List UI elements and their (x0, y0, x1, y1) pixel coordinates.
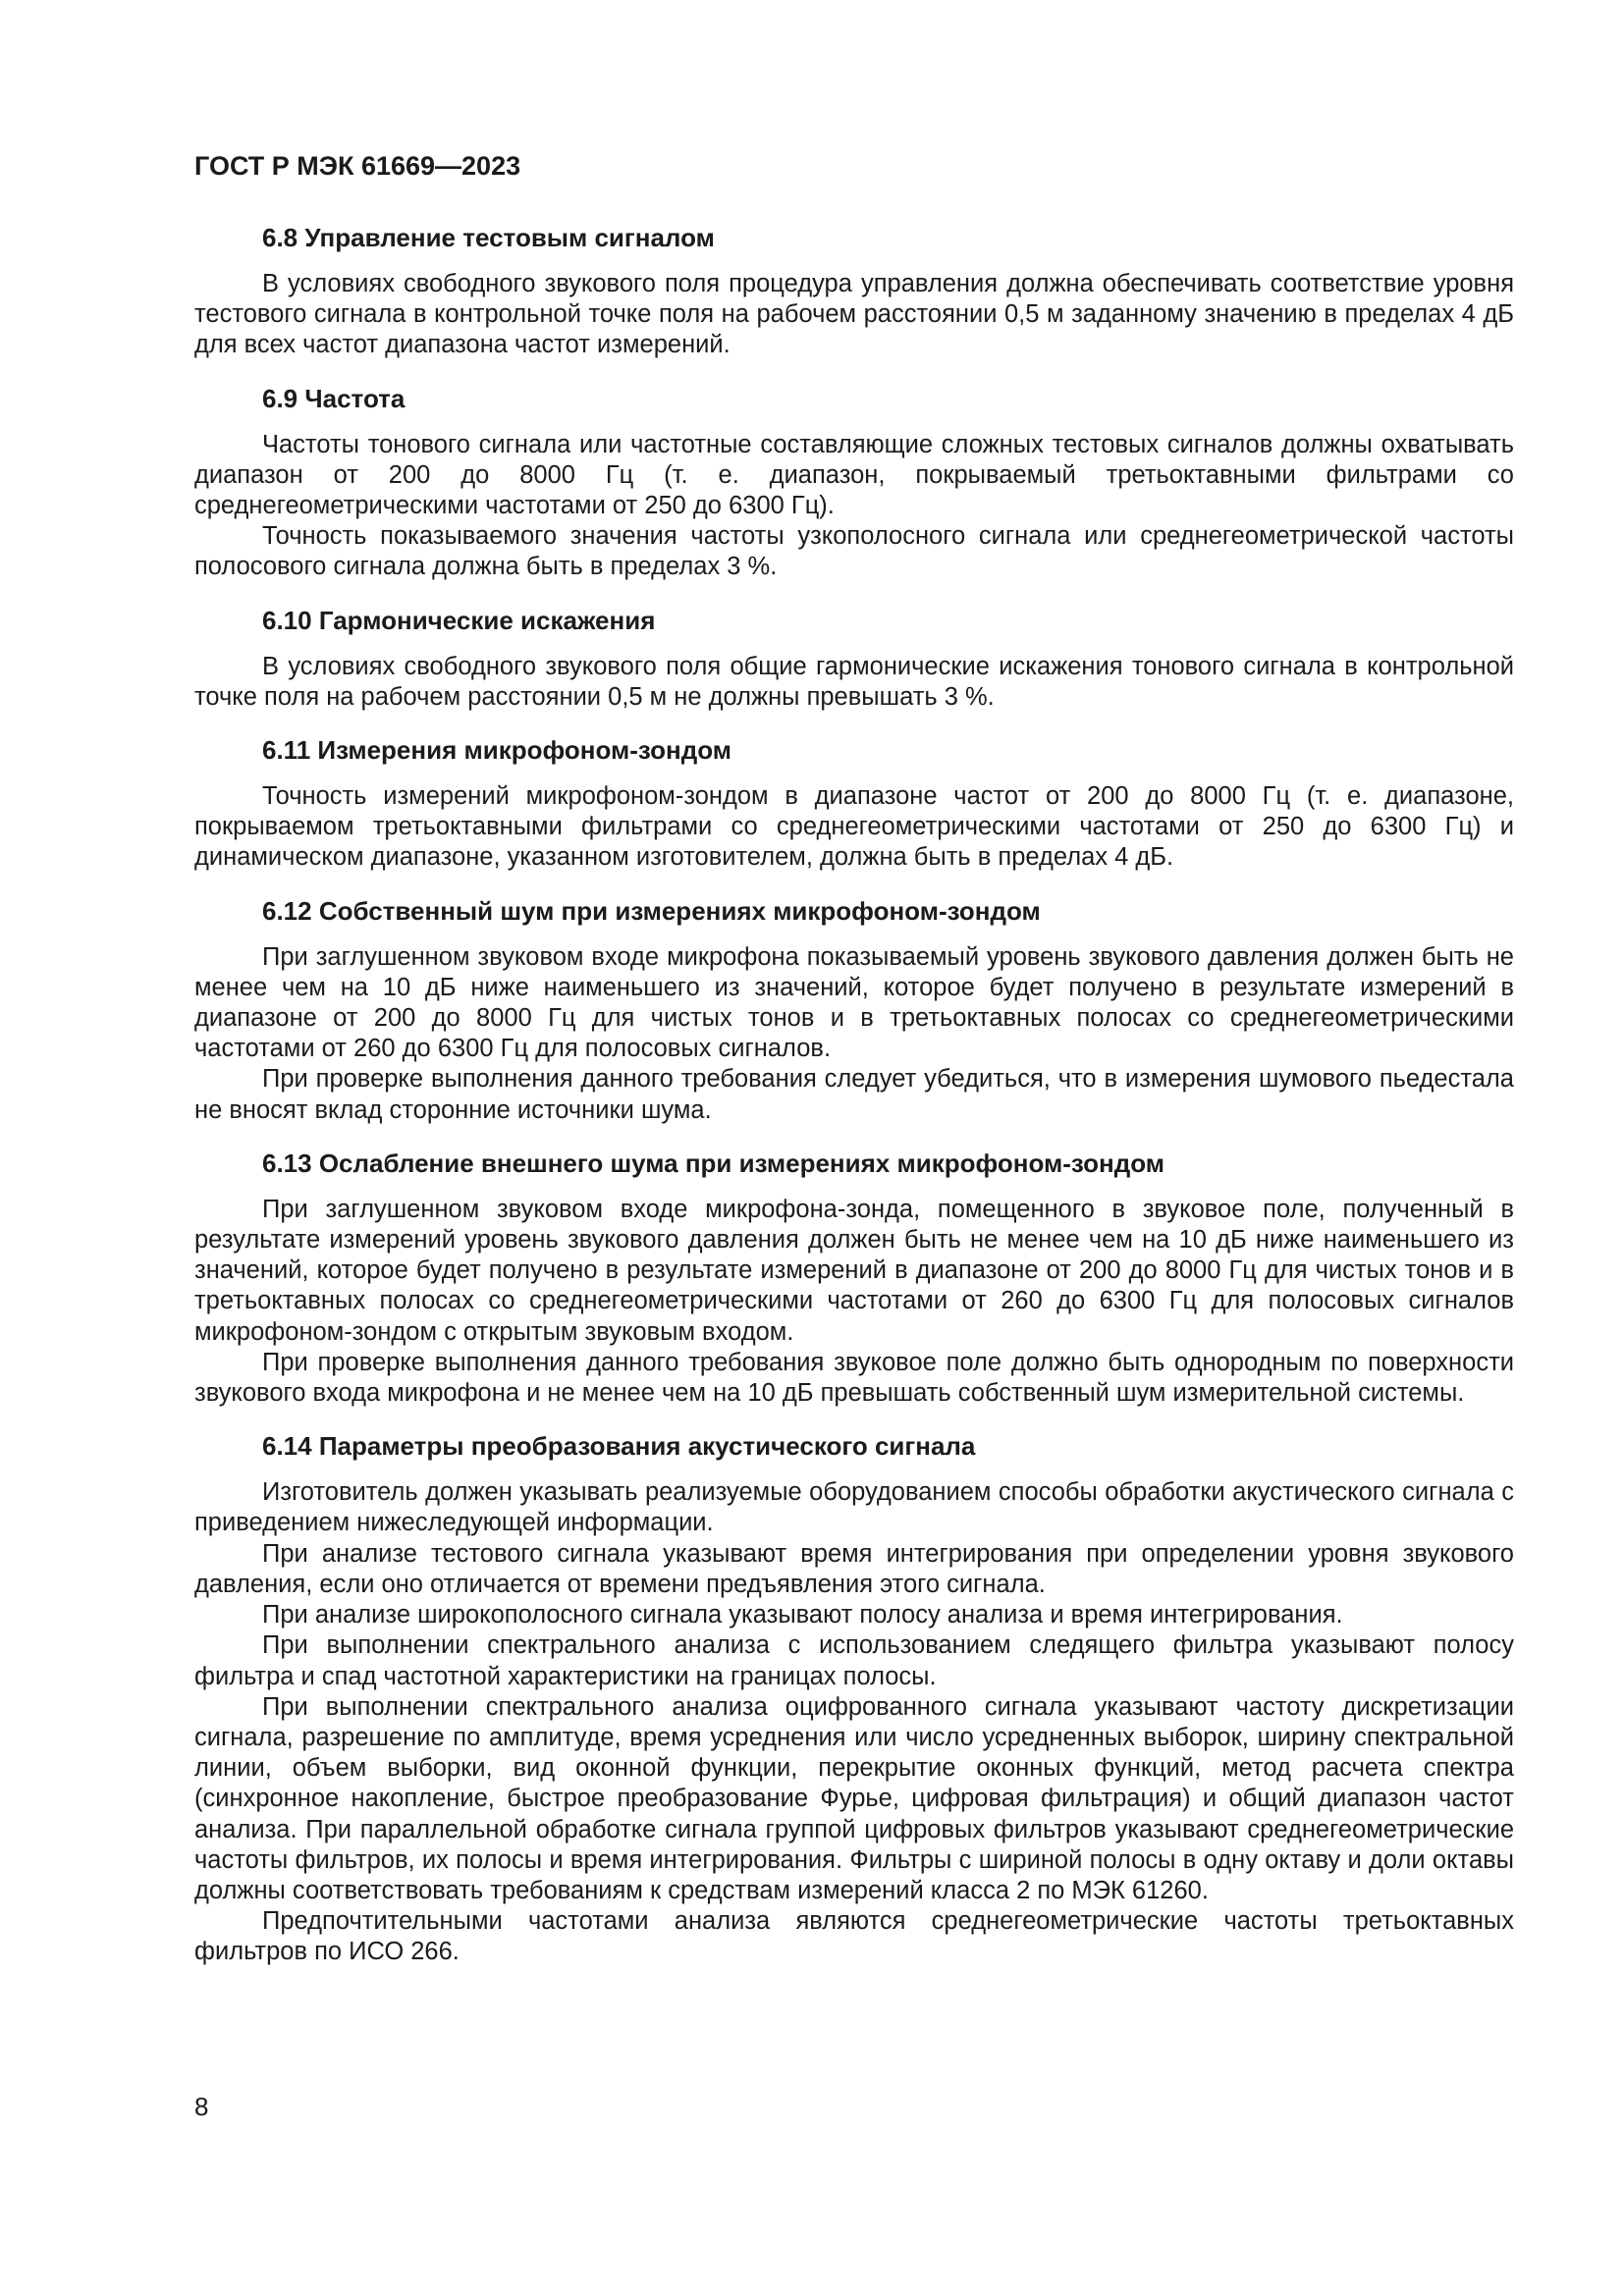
document-page (194, 0, 1514, 2296)
paragraph: В условиях свободного звукового поля общие гармонические искажения тонового сигнала в контрольной точке поля на рабочем расстоянии 0,5 м не должны превышать 3 %. (194, 652, 1514, 711)
paragraph: При заглушенном звуковом входе микрофона показываемый уровень звукового давления должен быть не менее чем на 10 дБ ниже наименьшего из значений, которое будет получено в результате измерений в диапазоне от 200 до 8000 Гц для чистых тонов и в третьоктавных полосах со среднегеометрическими частотами от 260 до 6300 Гц для полосовых сигналов. (194, 942, 1514, 1063)
paragraph: Точность измерений микрофоном-зондом в диапазоне частот от 200 до 8000 Гц (т. е. диапазоне, покрываемом третьоктавными фильтрами со среднегеометрическими частотами от 250 до 6300 Гц) и динамическом диапазоне, указанном изготовителем, должна быть в пределах 4 дБ. (194, 782, 1514, 872)
section-6-9 (194, 383, 1514, 583)
section-heading: 6.8 Управление тестовым сигналом (262, 223, 715, 252)
page-number: 8 (194, 2092, 209, 2121)
section-6-10 (194, 605, 1514, 713)
section-6-8 (194, 222, 1514, 361)
paragraph: При выполнении спектрального анализа оцифрованного сигнала указывают частоту дискретизации сигнала, разрешение по амплитуде, время усреднения или число усредненных выборок, ширину спектральной линии, объем выборки, вид оконной функции, перекрытие оконных функций, метод расчета спектра (синхронное накопление, быстрое преобразование Фурье, цифровая фильтрация) и общий диапазон частот анализа. При параллельной обработке сигнала группой цифровых фильтров указывают среднегеометрические частоты фильтров, их полосы и время интегрирования. Фильтры с шириной полосы в одну октаву и доли октавы должны соответствовать требованиям к средствам измерений класса 2 по МЭК 61260. (194, 1692, 1514, 1904)
paragraph: При анализе тестового сигнала указывают время интегрирования при определении уровня звукового давления, если оно отличается от времени предъявления этого сигнала. (194, 1539, 1514, 1598)
paragraph: Частоты тонового сигнала или частотные составляющие сложных тестовых сигналов должны охватывать диапазон от 200 до 8000 Гц (т. е. диапазон, покрываемый третьоктавными фильтрами со среднегеометрическими частотами от 250 до 6300 Гц). (194, 430, 1514, 520)
section-heading: 6.11 Измерения микрофоном-зондом (262, 735, 732, 766)
paragraph: При анализе широкополосного сигнала указывают полосу анализа и время интегрирования. (262, 1601, 1343, 1629)
paragraph: Изготовитель должен указывать реализуемые оборудованием способы обработки акустического сигнала с приведением нижеследующей информации. (194, 1478, 1514, 1537)
paragraph: При выполнении спектрального анализа с использованием следящего фильтра указывают полосу фильтра и спад частотной характеристики на границах полосы. (194, 1631, 1514, 1690)
section-heading: 6.9 Частота (262, 383, 406, 413)
paragraph: При проверке выполнения данного требования звуковое поле должно быть однородным по поверхности звукового входа микрофона и не менее чем на 10 дБ превышать собственный шум измерительной системы. (194, 1348, 1514, 1408)
document-body (194, 222, 1514, 1990)
section-heading: 6.14 Параметры преобразования акустического сигнала (262, 1431, 976, 1462)
paragraph: Точность показываемого значения частоты узкополосного сигнала или среднегеометрической частоты полосового сигнала должна быть в пределах 3 %. (194, 522, 1514, 581)
section-6-13 (194, 1148, 1514, 1409)
paragraph: При проверке выполнения данного требования следует убедиться, что в измерения шумового пьедестала не вносят вклад сторонние источники шума. (194, 1065, 1514, 1124)
paragraph: В условиях свободного звукового поля процедура управления должна обеспечивать соответствие уровня тестового сигнала в контрольной точке поля на рабочем расстоянии 0,5 м заданному значению в пределах 4 дБ для всех частот диапазона частот измерений. (194, 270, 1514, 359)
paragraph: При заглушенном звуковом входе микрофона-зонда, помещенного в звуковое поле, полученный в результате измерений уровень звукового давления должен быть не менее чем на 10 дБ ниже наименьшего из значений, которое будет получено в результате измерений в диапазоне от 200 до 8000 Гц для чистых тонов и в третьоктавных полосах со среднегеометрическими частотами от 260 до 6300 Гц для полосовых сигналов микрофоном-зондом с открытым звуковым входом. (194, 1195, 1514, 1346)
section-6-14 (194, 1430, 1514, 1967)
section-heading: 6.13 Ослабление внешнего шума при измерениях микрофоном-зондом (262, 1148, 1165, 1178)
section-heading: 6.12 Собственный шум при измерениях микрофоном-зондом (262, 895, 1041, 926)
section-6-12 (194, 895, 1514, 1126)
section-heading: 6.10 Гармонические искажения (262, 605, 656, 635)
document-code-header: ГОСТ Р МЭК 61669—2023 (194, 151, 521, 181)
section-6-11 (194, 734, 1514, 874)
paragraph: Предпочтительными частотами анализа являются среднегеометрические частоты третьоктавных фильтров по ИСО 266. (194, 1907, 1514, 1966)
